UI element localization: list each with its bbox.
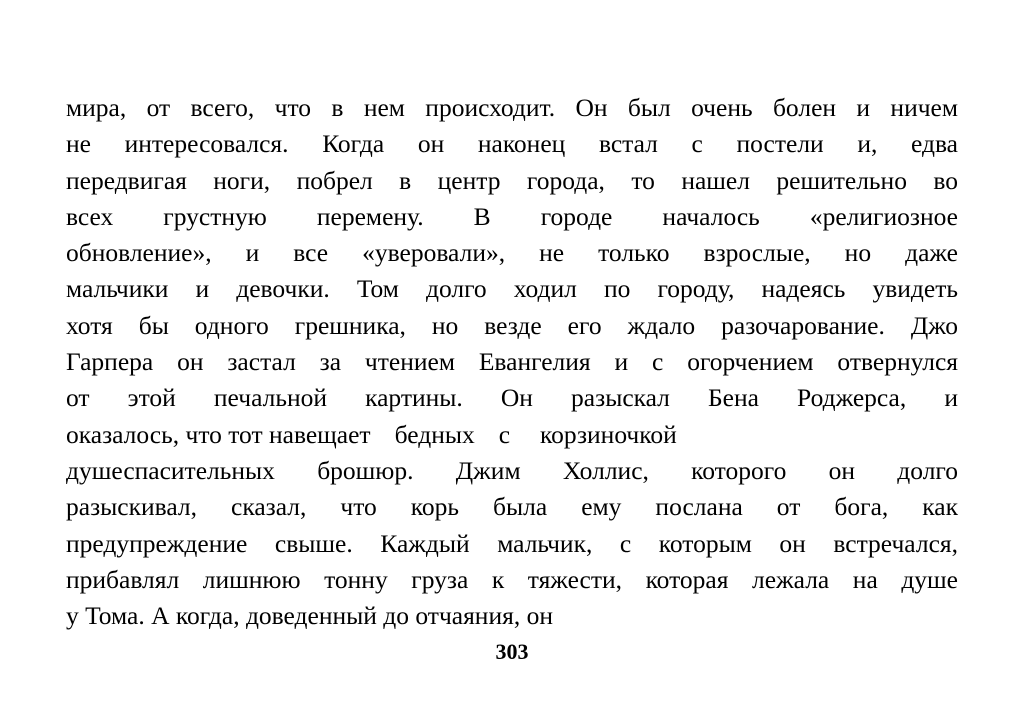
page-number: 303 [495, 639, 529, 664]
text-line [66, 417, 958, 453]
text-line: обновление», и все «уверовали», не только взрослые, но даже [66, 238, 958, 268]
text-fragment: бедных [394, 419, 475, 449]
text-line: хотя бы одного грешника, но везде его ждало разочарование. Джо [66, 310, 958, 340]
text-line: передвигая ноги, побрел в центр города, то нашел решительно во [66, 165, 958, 195]
text-line: душеспасительных брошюр. Джим Холлис, которого он долго [66, 455, 958, 485]
text-line: не интересовался. Когда он наконец встал с постели и, едва [66, 129, 958, 159]
body-text [66, 90, 958, 634]
text-line: мира, от всего, что в нем происходит. Он был очень болен и ничем [66, 93, 958, 122]
text-line: прибавлял лишнюю тонну груза к тяжести, которая лежала на душе [66, 564, 958, 594]
text-line: разыскивал, сказал, что корь была ему послана от бога, как [66, 492, 958, 522]
text-fragment: оказалось, что тот навещает [66, 419, 371, 449]
text-line: Гарпера он застал за чтением Евангелия и с огорчением отвернулся [66, 347, 958, 377]
text-line: всех грустную перемену. В городе началось «религиозное [66, 201, 958, 231]
text-line: предупреждение свыше. Каждый мальчик, с которым он встречался, [66, 528, 958, 558]
text-line: от этой печальной картины. Он разыскал Бена Роджерса, и [66, 383, 958, 413]
text-fragment: с [498, 419, 511, 449]
text-fragment: корзиночкой [540, 419, 677, 449]
text-line: мальчики и девочки. Том долго ходил по городу, надеясь увидеть [66, 274, 958, 304]
text-line: у Тома. А когда, доведенный до отчаяния, он [66, 601, 553, 631]
